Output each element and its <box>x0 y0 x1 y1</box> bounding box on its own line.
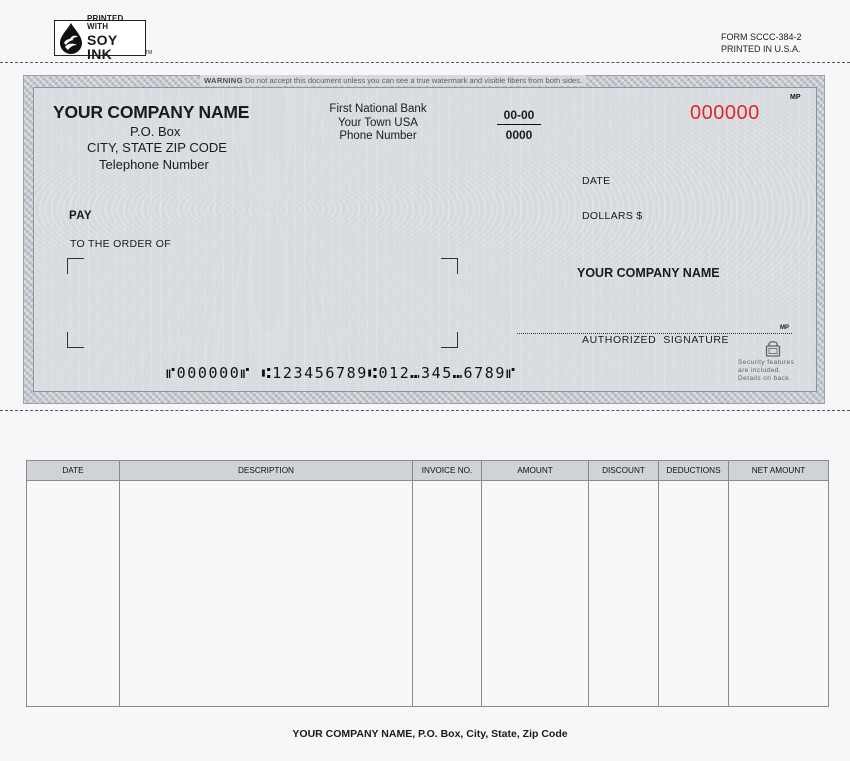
fraction-bottom: 0000 <box>505 128 533 142</box>
authorized-signature-label: AUTHORIZED SIGNATURE <box>582 334 730 346</box>
col-invoice-no: INVOICE NO. <box>413 461 482 480</box>
micr-line: ⑈000000⑈ ⑆123456789⑆012⑉345⑉6789⑈ <box>166 364 517 382</box>
form-number: FORM SCCC-384-2 <box>721 32 802 42</box>
cell-deductions <box>659 481 729 706</box>
soy-drop-icon <box>57 22 85 55</box>
signer-company-name: YOUR COMPANY NAME <box>577 266 720 280</box>
company-city: CITY, STATE ZIP CODE <box>87 140 227 155</box>
bank-town: Your Town USA <box>338 116 418 129</box>
mp-mark: MP <box>790 94 801 101</box>
security-features-note: Security features are included. Details on back. <box>738 359 795 382</box>
cell-amount <box>482 481 589 706</box>
col-amount: AMOUNT <box>482 461 589 480</box>
bank-info <box>318 103 438 144</box>
col-deductions: DEDUCTIONS <box>659 461 729 480</box>
check-number: 000000 <box>690 102 760 124</box>
address-window-corner-tl <box>67 258 84 274</box>
company-po-box: P.O. Box <box>130 124 181 139</box>
date-label: DATE <box>582 175 611 187</box>
warning-strip <box>200 75 586 86</box>
perforation-line-top <box>0 62 850 63</box>
soy-logo-line2: SOY INK <box>87 32 118 62</box>
routing-fraction <box>497 108 541 142</box>
cell-discount <box>589 481 659 706</box>
cell-date <box>27 481 120 706</box>
soy-logo-line1: PRINTED WITH <box>87 14 124 31</box>
printed-in: PRINTED IN U.S.A. <box>721 44 801 54</box>
bank-phone: Phone Number <box>339 130 417 142</box>
fraction-top: 00-00 <box>497 108 541 125</box>
address-window-corner-bl <box>67 332 84 348</box>
soy-ink-logo <box>54 14 146 62</box>
address-window-corner-br <box>441 332 458 348</box>
col-net-amount: NET AMOUNT <box>751 466 806 475</box>
remittance-stub-table <box>26 460 829 707</box>
padlock-security-icon <box>763 338 783 358</box>
trademark-mark: TM <box>145 50 153 56</box>
cell-net-amount <box>729 481 828 706</box>
pay-label: PAY <box>69 210 92 222</box>
signature-mp-mark: MP <box>780 325 789 331</box>
to-the-order-of-label: TO THE ORDER OF <box>70 238 171 250</box>
cell-description <box>120 481 413 706</box>
warning-text: Do not accept this document unless you can see a true watermark and visible fibers from both sides. <box>244 76 583 85</box>
dollars-label: DOLLARS $ <box>582 210 643 222</box>
stub-body <box>27 481 828 706</box>
col-discount: DISCOUNT <box>589 461 659 480</box>
col-date: DATE <box>27 461 120 480</box>
warning-title: WARNING <box>204 76 243 85</box>
address-window-corner-tr <box>441 258 458 274</box>
perforation-line-bottom <box>0 410 850 411</box>
cell-invoice-no <box>413 481 482 706</box>
col-description: DESCRIPTION <box>120 461 413 480</box>
footer-company-address: YOUR COMPANY NAME, P.O. Box, City, State, Zip Code <box>292 728 568 740</box>
stub-header-row <box>27 461 828 481</box>
form-code <box>721 31 802 55</box>
company-telephone: Telephone Number <box>99 157 209 172</box>
company-name: YOUR COMPANY NAME <box>53 102 250 122</box>
bank-name: First National Bank <box>329 103 427 115</box>
